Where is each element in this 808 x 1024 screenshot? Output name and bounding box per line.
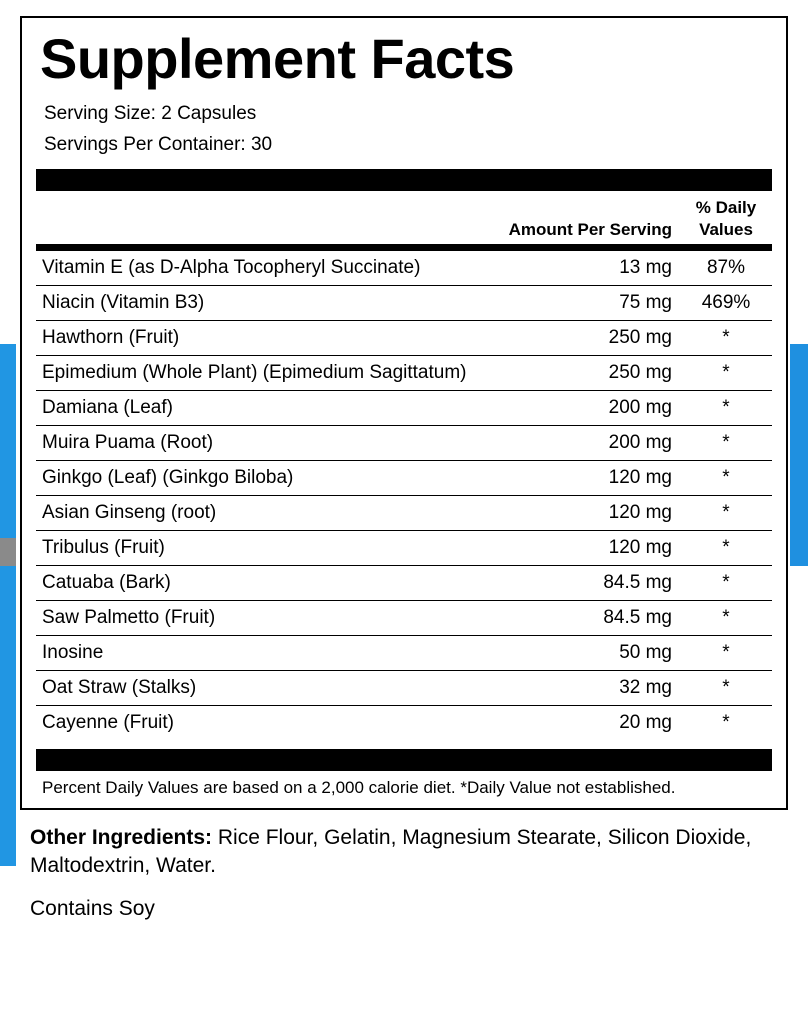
nutrient-name: Catuaba (Bark) [42,571,171,593]
table-row [36,706,772,740]
nutrient-daily-value: * [722,641,730,663]
nutrient-name: Niacin (Vitamin B3) [42,291,205,313]
nutrient-daily-value: * [722,676,730,698]
column-header-daily-values-line2: Values [699,219,753,239]
nutrient-name: Oat Straw (Stalks) [42,676,197,698]
nutrient-rows [36,251,772,740]
nutrient-amount: 13 mg [619,256,672,278]
other-ingredients-label: Other Ingredients: [30,825,213,849]
nutrient-amount: 84.5 mg [603,606,672,628]
nutrient-amount: 250 mg [608,361,672,383]
column-headers [36,191,772,244]
nutrient-name: Tribulus (Fruit) [42,536,165,558]
table-row [36,531,772,566]
nutrient-daily-value: * [722,711,730,733]
table-row [36,321,772,356]
nutrient-amount: 32 mg [619,676,672,698]
nutrient-daily-value: * [722,606,730,628]
nutrient-name: Inosine [42,641,104,663]
nutrient-daily-value: * [722,501,730,523]
table-row [36,601,772,636]
nutrient-amount: 200 mg [608,431,672,453]
nutrient-amount: 120 mg [608,536,672,558]
nutrient-amount: 50 mg [619,641,672,663]
nutrient-name: Saw Palmetto (Fruit) [42,606,216,628]
table-row [36,391,772,426]
nutrient-amount: 84.5 mg [603,571,672,593]
nutrient-amount: 120 mg [608,466,672,488]
nutrient-amount: 20 mg [619,711,672,733]
nutrient-name: Damiana (Leaf) [42,396,173,418]
other-ingredients-text: Rice Flour, Gelatin, Magnesium Stearate, Silicon Dioxide, Maltodextrin, Water. [30,825,752,877]
table-row [36,426,772,461]
allergen-statement: Contains Soy [30,897,155,921]
rule-thick-top [36,169,772,191]
rule-thick-bottom [36,749,772,771]
rule-medium-header [36,244,772,251]
servings-per-container: Servings Per Container: 30 [44,133,273,155]
supplement-facts-panel [20,16,788,810]
nutrient-amount: 120 mg [608,501,672,523]
nutrient-name: Epimedium (Whole Plant) (Epimedium Sagittatum) [42,361,467,383]
panel-title: Supplement Facts [40,27,515,90]
other-ingredients [30,824,784,879]
nutrient-name: Vitamin E (as D-Alpha Tocopheryl Succinate) [42,256,421,278]
table-row [36,636,772,671]
nutrient-name: Hawthorn (Fruit) [42,326,180,348]
table-row [36,496,772,531]
table-row [36,286,772,321]
nutrient-daily-value: 469% [701,291,751,313]
nutrient-name: Asian Ginseng (root) [42,501,217,523]
nutrient-amount: 250 mg [608,326,672,348]
table-row [36,566,772,601]
column-header-daily-values [680,197,772,240]
nutrient-name: Muira Puama (Root) [42,431,214,453]
table-row [36,671,772,706]
nutrient-daily-value: * [722,466,730,488]
nutrient-daily-value: * [722,326,730,348]
nutrient-daily-value: * [722,536,730,558]
nutrient-daily-value: * [722,571,730,593]
nutrient-amount: 75 mg [619,291,672,313]
column-header-daily-values-line1: % Daily [695,198,757,218]
nutrient-daily-value: 87% [706,256,746,278]
nutrient-name: Cayenne (Fruit) [42,711,174,733]
nutrient-name: Ginkgo (Leaf) (Ginkgo Biloba) [42,466,294,488]
nutrient-daily-value: * [722,396,730,418]
daily-value-footnote: Percent Daily Values are based on a 2,000 calorie diet. *Daily Value not established. [42,777,676,797]
table-row [36,251,772,286]
table-row [36,461,772,496]
column-header-amount: Amount Per Serving [508,219,672,239]
table-row [36,356,772,391]
serving-size: Serving Size: 2 Capsules [44,102,257,124]
nutrient-daily-value: * [722,361,730,383]
nutrient-daily-value: * [722,431,730,453]
nutrient-amount: 200 mg [608,396,672,418]
